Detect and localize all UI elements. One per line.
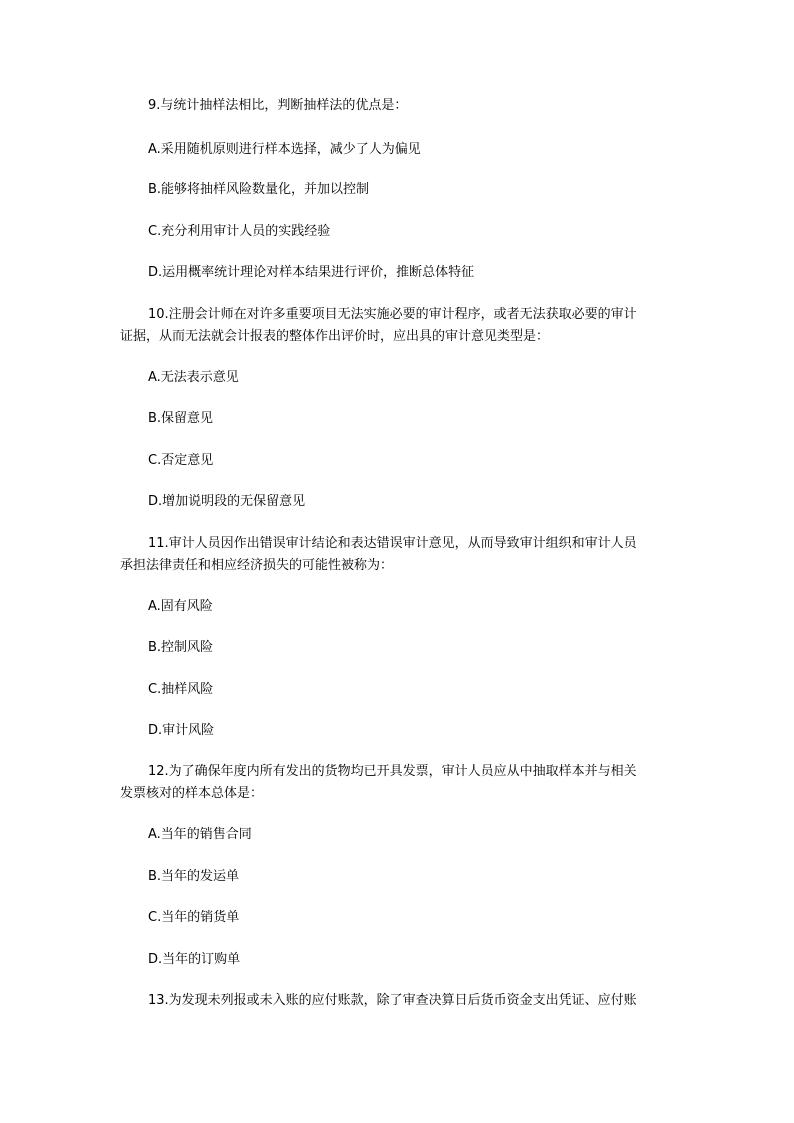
question-12-option-b: B.当年的发运单	[148, 869, 240, 884]
question-11-option-b: B.控制风险	[148, 640, 214, 655]
question-11-option-c: C.抽样风险	[148, 682, 214, 697]
question-9-stem: 9.与统计抽样法相比，判断抽样法的优点是：	[148, 98, 408, 113]
question-10-option-a: A.无法表示意见	[148, 370, 239, 385]
question-11-option-a: A.固有风险	[148, 599, 213, 614]
question-12-option-a: A.当年的销售合同	[148, 827, 252, 842]
question-10-option-b: B.保留意见	[148, 411, 214, 426]
question-12-option-d: D.当年的订购单	[148, 952, 241, 967]
question-9-option-a: A.采用随机原则进行样本选择，减少了人为偏见	[148, 142, 421, 157]
question-12-stem-line-1: 12.为了确保年度内所有发出的货物均已开具发票，审计人员应从中抽取样本并与相关	[148, 764, 637, 779]
question-11-stem-line-1: 11.审计人员因作出错误审计结论和表达错误审计意见，从而导致审计组织和审计人员	[148, 536, 637, 551]
question-9-option-b: B.能够将抽样风险数量化，并加以控制	[148, 182, 370, 197]
question-10-option-d: D.增加说明段的无保留意见	[148, 494, 306, 509]
question-9-option-d: D.运用概率统计理论对样本结果进行评价，推断总体特征	[148, 265, 475, 280]
question-11-stem-line-2: 承担法律责任和相应经济损失的可能性被称为：	[120, 558, 394, 573]
question-12-option-c: C.当年的销货单	[148, 910, 240, 925]
question-10-stem-line-1: 10.注册会计师在对许多重要项目无法实施必要的审计程序，或者无法获取必要的审计	[148, 307, 637, 322]
question-9-option-c: C.充分利用审计人员的实践经验	[148, 224, 331, 239]
question-11-option-d: D.审计风险	[148, 723, 215, 738]
question-10-stem-line-2: 证据，从而无法就会计报表的整体作出评价时，应出具的审计意见类型是：	[120, 329, 550, 344]
question-12-stem-line-2: 发票核对的样本总体是：	[120, 786, 264, 801]
question-13-stem-line-1: 13.为发现未列报或未入账的应付账款，除了审查决算日后货币资金支出凭证、应付账	[148, 993, 637, 1008]
question-10-option-c: C.否定意见	[148, 453, 214, 468]
